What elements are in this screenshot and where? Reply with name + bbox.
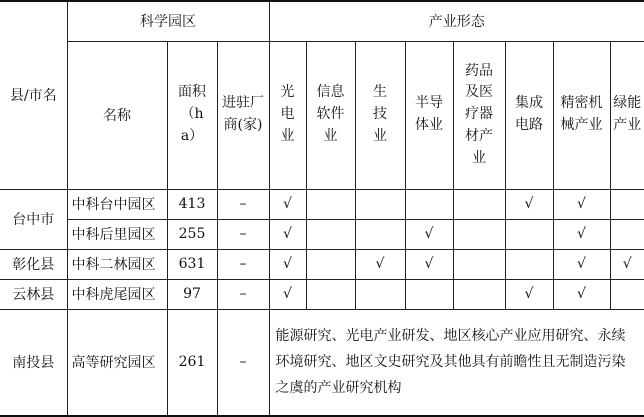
- county-cell: 彰化县: [0, 249, 67, 279]
- check-cell: √: [553, 279, 610, 309]
- check-cell: √: [553, 189, 610, 219]
- check-cell: [505, 249, 553, 279]
- check-cell: √: [269, 189, 306, 219]
- check-cell: √: [610, 249, 644, 279]
- check-cell: √: [269, 219, 306, 249]
- area-header: 面积（ha）: [167, 41, 217, 189]
- check-cell: [610, 189, 644, 219]
- industry-header: 产业形态: [269, 1, 644, 41]
- check-cell: [453, 249, 505, 279]
- check-cell: [505, 219, 553, 249]
- park-name-cell: 中科后里园区: [67, 219, 167, 249]
- check-cell: [306, 279, 355, 309]
- science-park-header: 科学园区: [67, 1, 269, 41]
- industry-header-pharma: 药品及医疗器材产业: [453, 41, 505, 189]
- check-cell: [453, 189, 505, 219]
- table-row: [0, 249, 644, 279]
- table-row: [0, 219, 644, 249]
- header-row-1: [0, 1, 644, 41]
- park-name-cell: 高等研究园区: [67, 309, 167, 416]
- check-cell: [453, 219, 505, 249]
- park-name-cell: 中科虎尾园区: [67, 279, 167, 309]
- check-cell: [610, 219, 644, 249]
- header-row-2: [0, 41, 644, 189]
- area-cell: 255: [167, 219, 217, 249]
- check-cell: [355, 189, 405, 219]
- firms-cell: –: [217, 219, 269, 249]
- check-cell: √: [405, 249, 453, 279]
- park-name-cell: 中科台中园区: [67, 189, 167, 219]
- industry-header-precision: 精密机械产业: [553, 41, 610, 189]
- industry-header-green: 绿能产业: [610, 41, 644, 189]
- description-cell: 能源研究、光电产业研发、地区核心产业应用研究、永续环境研究、地区文史研究及其他具有前瞻性且无制造污染之虞的产业研究机构: [269, 309, 644, 416]
- area-cell: 97: [167, 279, 217, 309]
- check-cell: [405, 189, 453, 219]
- check-cell: [610, 279, 644, 309]
- check-cell: [306, 189, 355, 219]
- firms-cell: –: [217, 309, 269, 416]
- check-cell: √: [269, 249, 306, 279]
- firms-header: 进驻厂商(家): [217, 41, 269, 189]
- name-header: 名称: [67, 41, 167, 189]
- county-header: 县/市名: [0, 1, 67, 189]
- industry-header-semiconductor: 半导体业: [405, 41, 453, 189]
- check-cell: √: [553, 219, 610, 249]
- table-row: [0, 309, 644, 416]
- firms-cell: –: [217, 189, 269, 219]
- check-cell: √: [505, 189, 553, 219]
- table-row: [0, 279, 644, 309]
- industry-header-biotech: 生技业: [355, 41, 405, 189]
- check-cell: √: [269, 279, 306, 309]
- check-cell: [306, 249, 355, 279]
- check-cell: [355, 279, 405, 309]
- firms-cell: –: [217, 279, 269, 309]
- industry-header-ic: 集成电路: [505, 41, 553, 189]
- table-row: [0, 189, 644, 219]
- county-cell: 南投县: [0, 309, 67, 416]
- county-cell: 台中市: [0, 189, 67, 249]
- check-cell: [405, 279, 453, 309]
- area-cell: 631: [167, 249, 217, 279]
- check-cell: [453, 279, 505, 309]
- industry-header-software: 信息软件业: [306, 41, 355, 189]
- check-cell: [355, 219, 405, 249]
- area-cell: 413: [167, 189, 217, 219]
- county-cell: 云林县: [0, 279, 67, 309]
- park-name-cell: 中科二林园区: [67, 249, 167, 279]
- industry-header-optoelectronics: 光电业: [269, 41, 306, 189]
- check-cell: [306, 219, 355, 249]
- firms-cell: –: [217, 249, 269, 279]
- check-cell: √: [553, 249, 610, 279]
- check-cell: √: [355, 249, 405, 279]
- check-cell: √: [405, 219, 453, 249]
- check-cell: √: [505, 279, 553, 309]
- area-cell: 261: [167, 309, 217, 416]
